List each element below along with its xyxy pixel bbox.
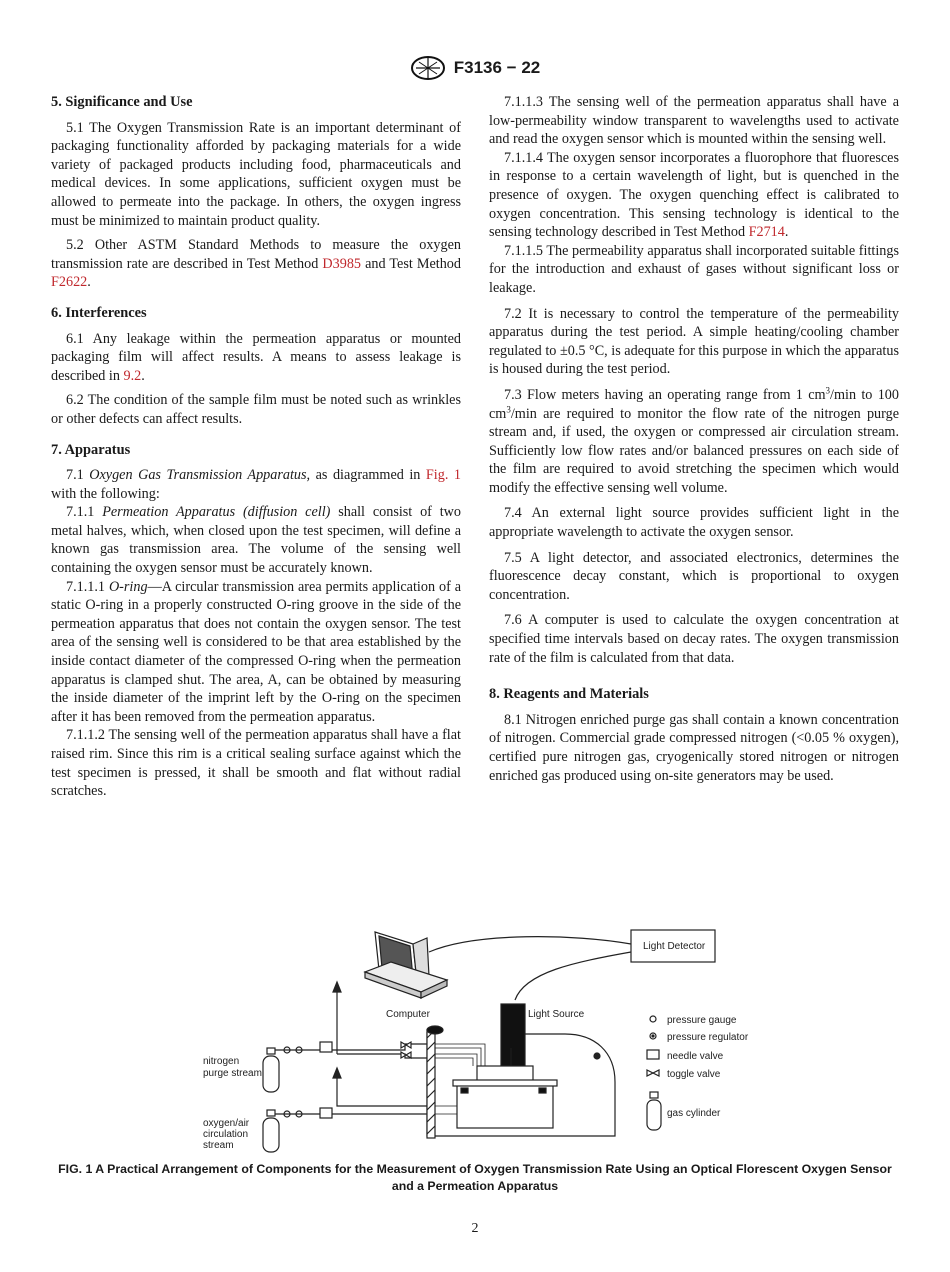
paragraph-7-3: 7.3 Flow meters having an operating range from 1 $cm^3/\min$ to 100 $cm^3/\min$ are required to monitor the flow rate of the nitrogen purge stream and, if used, the oxygen or compressed air circulation stream. Sufficiently low flow rates and/or balanced pressures on each side of the film are required to avoid stretching the specimen which would modify the effective sensing well volume. [489, 385, 899, 496]
paragraph-7-1-1: 7.1.1 Permeation Apparatus (diffusion cell) shall consist of two metal halves, which, when closed upon the test specimen, will define a known gas transmission area. The volume of the sensing well containing the oxygen sensor must be accurately known. [51, 504, 462, 577]
light-source-block [501, 1004, 525, 1066]
paragraph-7-1-1-3: 7.1.1.3 The sensing well of the permeation apparatus shall have a low-permeability window transparent to wavelengths used to activate and read the oxygen sensor which is mounted within the sensing well. [489, 94, 899, 148]
legend-pressure-gauge-icon [650, 1016, 656, 1022]
standard-designation: F3136 − 22 [453, 58, 541, 77]
figure-caption: FIG. 1 A Practical Arrangement of Components for the Measurement of Oxygen Transmission Rate Using an Optical Florescent Oxygen Sensor and a Permeation Apparatus [58, 1162, 892, 1193]
left-column [51, 93, 461, 807]
ref-link-9-2[interactable]: 9.2 [123, 367, 142, 384]
right-column [489, 93, 899, 791]
computer-icon [365, 932, 447, 998]
legend-pressure-regulator: pressure regulator [667, 1032, 749, 1043]
oxygen-cylinder-icon [263, 1118, 279, 1152]
ref-link-f2714[interactable]: F2714 [748, 224, 785, 241]
paragraph-7-6: 7.6 A computer is used to calculate the oxygen concentration at specified time intervals based on decay rates. The oxygen transmission rate of the film is calculated from that data. [489, 612, 899, 666]
needle-valve-icon [320, 1042, 332, 1052]
paragraph-7-2: 7.2 It is necessary to control the temperature of the permeability apparatus during the test period. A simple heating/cooling chamber regulated to ±0.5 °C, is adequate for this purpose in which the apparatus is housed during the test period. [489, 305, 899, 378]
label-computer: Computer [386, 1009, 430, 1020]
paragraph-5-2: 5.2 Other ASTM Standard Methods to measure the oxygen transmission rate are described in Test Method D3985 and Test Method F2622. [51, 237, 461, 291]
paragraph-8-1: 8.1 Nitrogen enriched purge gas shall contain a known concentration of nitrogen. Commercial grade compressed nitrogen (<0.05 % oxygen), certified pure nitrogen gas, cryogenically stored nitrogen or nitrogen enriched gas produced using on-site generators may be used. [489, 711, 899, 784]
toggle-valve-icon [401, 1042, 411, 1048]
paragraph-7-4: 7.4 An external light source provides sufficient light in the appropriate wavelength to activate the oxygen sensor. [489, 505, 899, 541]
section-heading-8: 8. Reagents and Materials [489, 686, 649, 703]
nitrogen-cylinder-icon [263, 1056, 279, 1092]
label-nitrogen-1: nitrogen [203, 1056, 240, 1067]
label-light-source: Light Source [528, 1009, 585, 1020]
legend-gas-cylinder: gas cylinder [667, 1108, 721, 1119]
section-heading-5: 5. Significance and Use [51, 94, 193, 110]
page-header [0, 56, 950, 80]
legend-needle-valve: needle valve [667, 1051, 724, 1062]
legend-toggle-valve-icon [647, 1070, 659, 1076]
legend-pressure-gauge: pressure gauge [667, 1015, 737, 1026]
paragraph-7-1-1-5: 7.1.1.5 The permeability apparatus shall incorporated suitable fittings for the introduction and exhaust of gases without significant loss or leakage. [489, 242, 899, 296]
needle-valve-icon-2 [320, 1108, 332, 1118]
ref-link-d3985[interactable]: D3985 [322, 255, 362, 272]
label-nitrogen-2: purge stream [203, 1068, 262, 1079]
label-oxygen-2: circulation [203, 1129, 249, 1140]
paragraph-5-1: 5.1 The Oxygen Transmission Rate is an important determinant of packaging functionality afforded by packaging materials for a wide variety of packaged products including food, pharmaceuticals and medical devices. In some applications, sufficient oxygen must be allowed to permeate into the package. In others, the oxygen ingress must be minimized to maintain product quality. [51, 119, 461, 229]
figure-1-diagram [195, 922, 755, 1158]
label-oxygen-3: stream [203, 1140, 234, 1151]
legend-gas-cylinder-icon [647, 1100, 661, 1130]
page-number: 2 [471, 1221, 479, 1236]
paragraph-7-1-1-2: 7.1.1.2 The sensing well of the permeation apparatus shall have a flat raised rim. Since this rim is a critical sealing surface against which the test specimen is pressed, it shall be smooth and flat without radial scratches. [51, 727, 461, 800]
paragraph-7-1-1-1: 7.1.1.1 O-ring—A circular transmission area permits application of a static O-ring in a properly constructed O-ring groove in the side of the permeation apparatus that does not contain the oxygen sensor. The test area of the sensing well is considered to be that area established by the inside contact diameter of the compressed O-ring when the permeation apparatus is clamped shut. The area, A, can be obtained by measuring the inside diameter of the imprint left by the O-ring on the specimen after it has been removed from the permeation apparatus. [51, 578, 462, 725]
legend-needle-valve-icon [647, 1050, 659, 1059]
paragraph-6-1: 6.1 Any leakage within the permeation apparatus or mounted packaging film will affect results. A means to assess leakage is described in 9.2. [51, 330, 461, 384]
label-light-detector: Light Detector [643, 941, 706, 952]
astm-logo-icon [410, 56, 446, 80]
paragraph-7-5: 7.5 A light detector, and associated electronics, determines the fluorescence decay constant, which is proportional to oxygen concentration. [489, 549, 899, 603]
section-heading-7: 7. Apparatus [51, 441, 131, 458]
legend-toggle-valve: toggle valve [667, 1069, 721, 1080]
paragraph-7-1: 7.1 Oxygen Gas Transmission Apparatus, as diagrammed in Fig. 1 with the following: [51, 467, 462, 502]
paragraph-7-1-1-4: 7.1.1.4 The oxygen sensor incorporates a fluorophore that fluoresces in response to a certain wavelength of light, but is quenched in the presence of oxygen. The oxygen quenching effect is calibrated to oxygen concentration. This sensing technology is identical to the sensing technology described in Test Method F2714. [489, 149, 899, 241]
ref-link-fig1[interactable]: Fig. 1 [425, 467, 462, 484]
apparatus-diagram [195, 922, 755, 1158]
ref-link-f2622[interactable]: F2622 [51, 274, 88, 291]
paragraph-6-2: 6.2 The condition of the sample film must be noted such as wrinkles or other defects can affect results. [51, 392, 461, 427]
label-oxygen-1: oxygen/air [203, 1118, 250, 1129]
section-heading-6: 6. Interferences [51, 304, 147, 321]
